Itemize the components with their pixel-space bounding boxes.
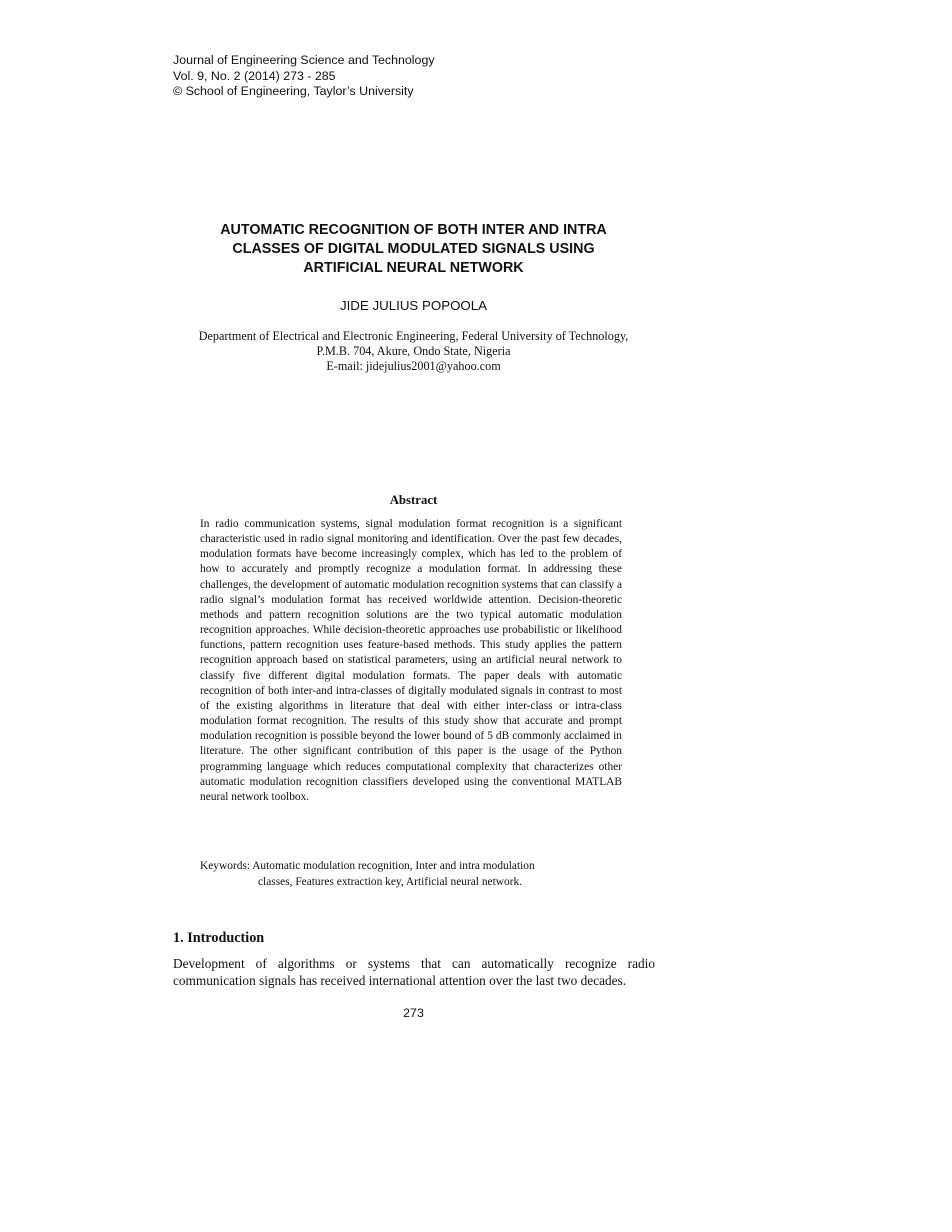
paper-title [170, 221, 657, 278]
keywords-line: Keywords: Automatic modulation recognition, Inter and intra modulation [200, 860, 535, 872]
introduction-line: Development of algorithms or systems that can automatically recognize radio [173, 956, 655, 971]
introduction-line: communication signals has received international attention over the last two decades. [173, 973, 627, 988]
keywords [200, 859, 622, 890]
paper-author: JIDE JULIUS POPOOLA [339, 298, 488, 313]
title-line: CLASSES OF DIGITAL MODULATED SIGNALS USING [232, 241, 595, 257]
journal-name: Journal of Engineering Science and Technology [173, 53, 435, 67]
journal-volume: Vol. 9, No. 2 (2014) 273 - 285 [173, 68, 336, 83]
keywords-line: classes, Features extraction key, Artificial neural network. [258, 875, 522, 888]
author-affiliation [160, 329, 667, 374]
abstract-text: In radio communication systems, signal modulation format recognition is a significant characteristic used in radio signal monitoring and identification. Over the past few decades, modulation formats have become increasingly complex, which has led to the problem of how to accurately and promptly recognize a modulation format. In addressing these challenges, the development of automatic modulation recognition systems that can classify a radio signal’s modulation format has received worldwide attention. Decision-theoretic methods and pattern recognition solutions are the two typical automatic modulation recognition approaches. While decision-theoretic approaches use probabilistic or likelihood functions, pattern recognition uses feature-based methods. This study applies the pattern recognition approach based on statistical parameters, using an artificial neural network to classify five different digital modulation formats. The paper deals with automatic recognition of both inter-and intra-classes of digitally modulated signals in contrast to most of the existing algorithms in literature that deal with either inter-class or intra-class modulation format recognition. The results of this study show that accurate and prompt modulation recognition is possible beyond the lower bound of 5 dB commonly acclaimed in literature. The other significant contribution of this paper is the usage of the Python programming language which reduces computational complexity that characterizes other automatic modulation recognition classifiers developed using the conventional MATLAB neural network toolbox. [200, 518, 622, 803]
journal-publisher: © School of Engineering, Taylor’s University [173, 84, 414, 98]
page-number: 273 [403, 1006, 424, 1020]
introduction-text [173, 955, 655, 989]
affiliation-address: P.M.B. 704, Akure, Ondo State, Nigeria [316, 344, 511, 358]
title-line: ARTIFICIAL NEURAL NETWORK [303, 260, 524, 276]
section-heading-introduction: 1. Introduction [173, 930, 265, 946]
abstract-heading: Abstract [389, 493, 438, 507]
affiliation-email: E-mail: jidejulius2001@yahoo.com [326, 359, 501, 373]
title-line: AUTOMATIC RECOGNITION OF BOTH INTER AND INTRA [220, 222, 607, 238]
journal-header [173, 53, 435, 100]
affiliation-department: Department of Electrical and Electronic Engineering, Federal University of Technology, [198, 329, 629, 343]
